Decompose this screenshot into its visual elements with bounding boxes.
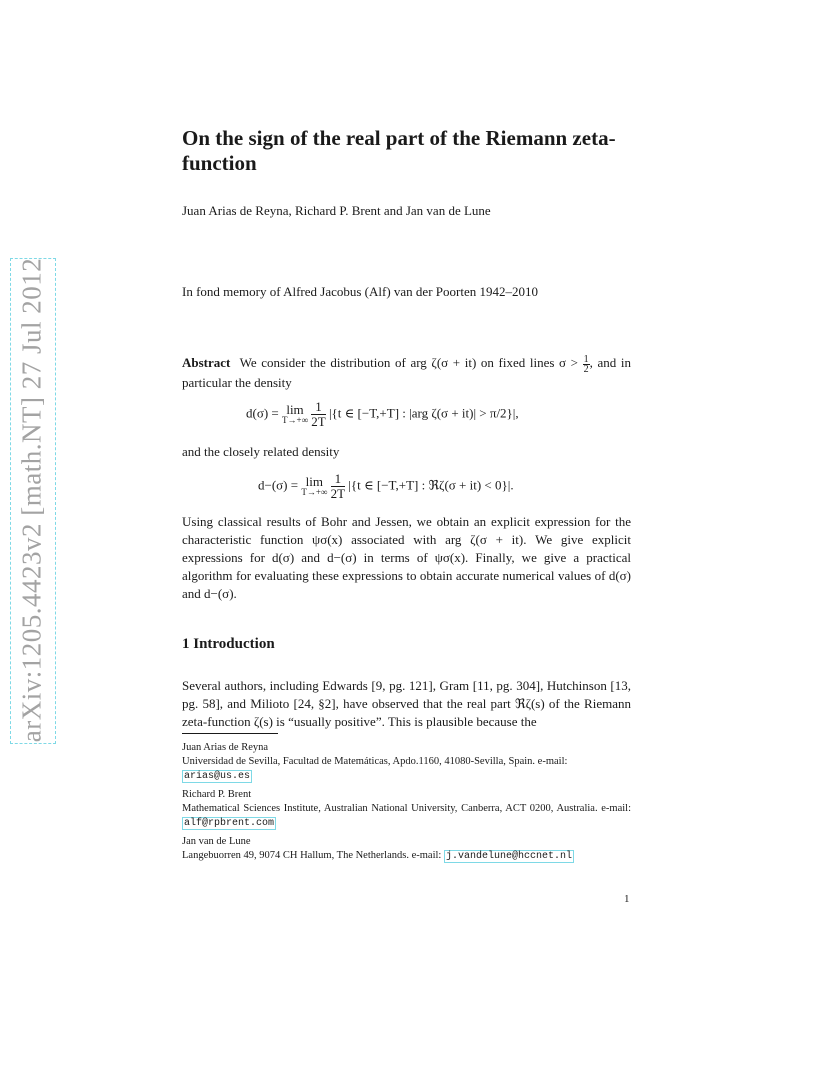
footnote-affiliation: Mathematical Sciences Institute, Australian National University, Canberra, ACT 0200, Australia. e-mail: xyxy=(182,803,631,814)
author-list: Juan Arias de Reyna, Richard P. Brent and Jan van de Lune xyxy=(182,203,491,218)
arxiv-identifier: arXiv:1205.4423v2 [math.NT] 27 Jul 2012 xyxy=(16,257,47,743)
eq2-limit: lim T→+∞ xyxy=(301,473,328,497)
dedication: In fond memory of Alfred Jacobus (Alf) van der Poorten 1942–2010 xyxy=(182,284,538,299)
footnote-name: Richard P. Brent xyxy=(182,789,252,800)
abstract-text-2: , and in particular the density xyxy=(182,355,631,390)
eq1-fraction: $\frac{1}{2T}$ xyxy=(311,399,326,429)
footnote-affiliation: Langebuorren 49, 9074 CH Hallum, The Netherlands. e-mail: xyxy=(182,850,442,861)
footnote-name: Juan Arias de Reyna xyxy=(182,742,269,753)
abstract-connector: and the closely related density xyxy=(182,444,340,459)
footnote-name: Jan van de Lune xyxy=(182,836,251,847)
email-link[interactable]: alf@rpbrent.com xyxy=(184,818,275,829)
eq1-body: |{t ∈ [−T,+T] : |arg ζ(σ + it)| > π/2}|, xyxy=(328,405,519,421)
footnote-author-1 xyxy=(182,741,631,784)
introduction-paragraph: Several authors, including Edwards [9, pg. 121], Gram [11, pg. 304], Hutchinson [13, pg. 58], and Milioto [24, §2], have observed that the real part ℜζ(s) of the Riemann zeta-function ζ(s) is “usually positive”. This is plausible because the xyxy=(182,678,631,729)
paper-title: On the sign of the real part of the Riemann zeta-function xyxy=(182,126,616,175)
eq2-lhs: d−(σ) = xyxy=(258,477,299,493)
footnote-author-2 xyxy=(182,788,631,831)
email-link[interactable]: arias@us.es xyxy=(184,771,251,782)
abstract-label: Abstract xyxy=(182,355,231,370)
section-heading-introduction: 1 Introduction xyxy=(182,636,275,652)
equation-density-d xyxy=(246,400,519,429)
abstract-body: Using classical results of Bohr and Jessen, we obtain an explicit expression for the characteristic function ψσ(x) associated with arg ζ(σ + it). We give explicit expressions for d(σ) and d−(σ) in terms of ψσ(x). Finally, we give a practical algorithm for evaluating these expressions to obtain accurate numerical values of d(σ) and d−(σ). xyxy=(182,514,631,601)
footnote-rule xyxy=(182,733,278,734)
one-half-fraction: $\frac{1}{2}$ xyxy=(583,353,589,375)
eq1-limit: lim T→+∞ xyxy=(282,401,308,425)
eq1-lhs: d(σ) = xyxy=(246,405,279,421)
eq2-fraction: $\frac{1}{2T}$ xyxy=(330,471,346,501)
footnote-author-3 xyxy=(182,835,631,864)
page-number: 1 xyxy=(624,893,630,905)
footnote-affiliation: Universidad de Sevilla, Facultad de Matemáticas, Apdo.1160, 41080-Sevilla, Spain. e-mail: xyxy=(182,756,568,767)
abstract-intro xyxy=(182,354,631,392)
abstract-text-1: We consider the distribution of arg ζ(σ + it) on fixed lines σ > xyxy=(239,355,578,370)
equation-density-d-minus xyxy=(258,472,514,501)
eq2-body: |{t ∈ [−T,+T] : ℜζ(σ + it) < 0}|. xyxy=(348,477,514,493)
email-link[interactable]: j.vandelune@hccnet.nl xyxy=(445,851,572,862)
